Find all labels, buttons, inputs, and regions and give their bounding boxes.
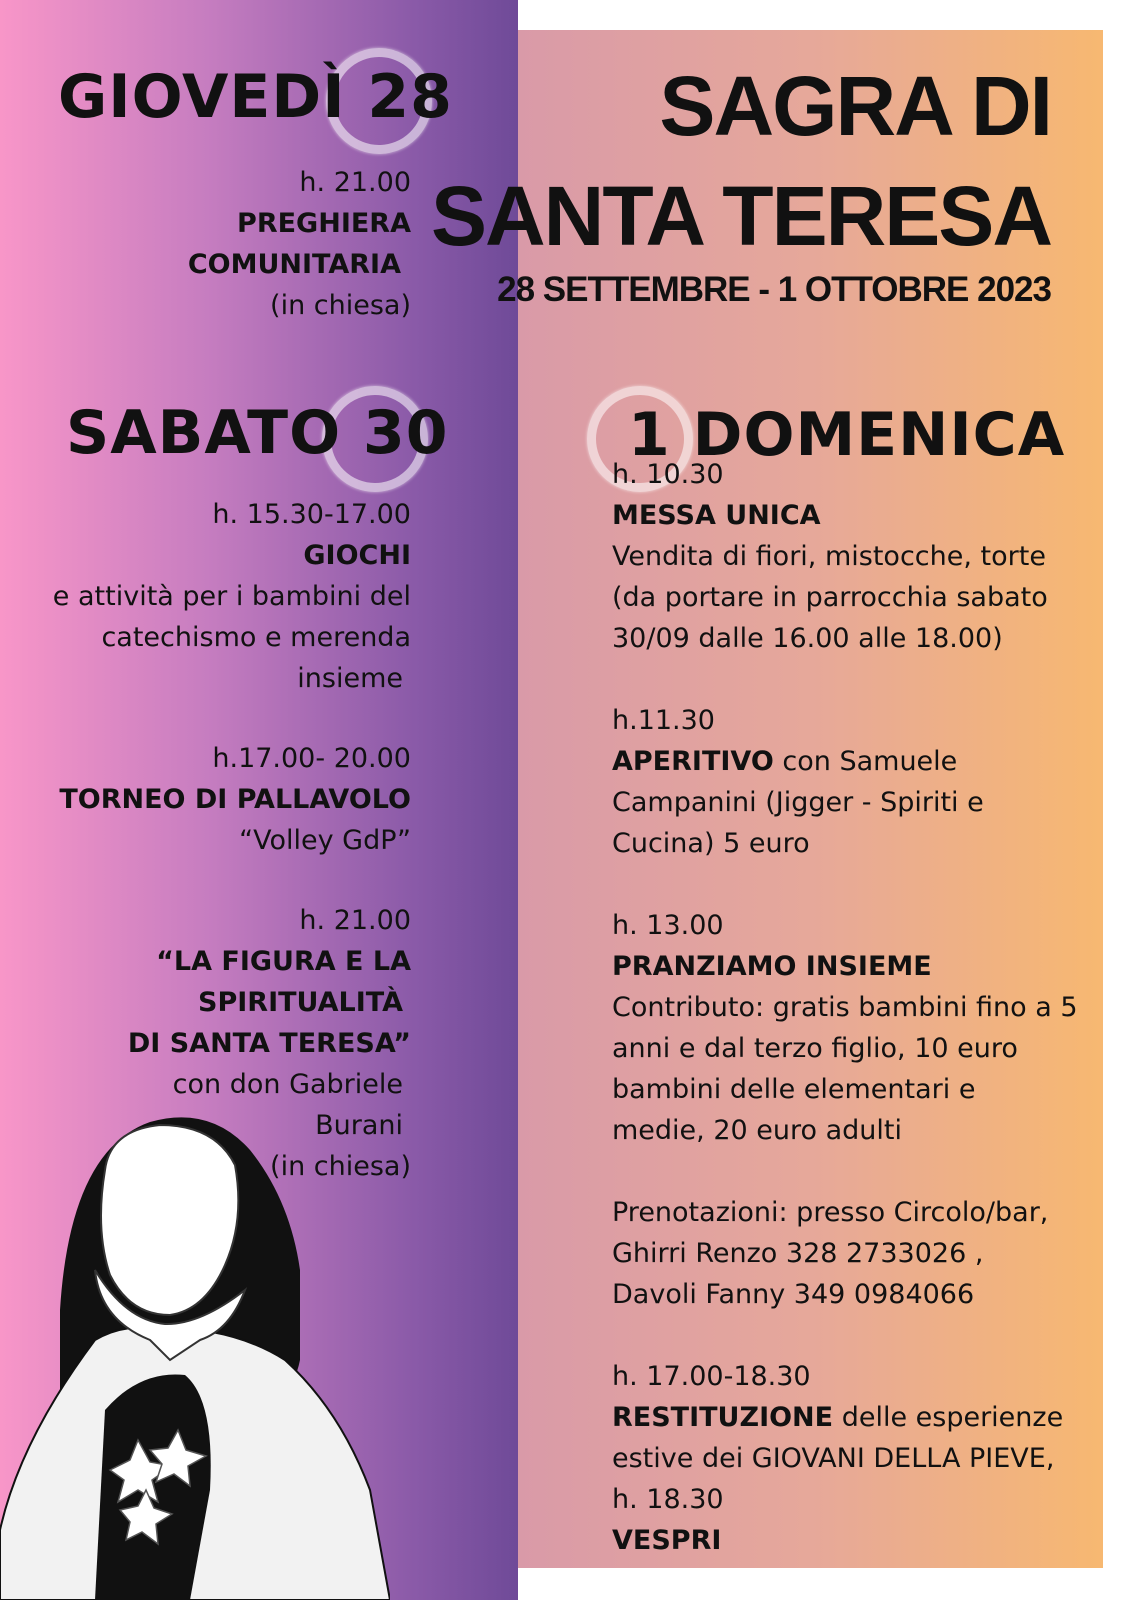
sunday-label: DOMENICA — [692, 400, 1066, 470]
sunday-e4-desc: estive dei GIOVANI DELLA PIEVE, — [612, 1443, 1055, 1474]
saturday-e1-desc-1: e attività per i bambini del — [52, 581, 411, 612]
sunday-booking-1: Prenotazioni: presso Circolo/bar, — [612, 1197, 1049, 1228]
sunday-e4-rest: delle esperienze — [833, 1402, 1064, 1433]
sunday-e1-desc-1: Vendita di fiori, mistocche, torte — [612, 541, 1046, 572]
title-dates: 28 SETTEMBRE - 1 OTTOBRE 2023 — [497, 270, 1051, 309]
sunday-booking-3: Davoli Fanny 349 0984066 — [612, 1279, 975, 1310]
thursday-event-line2: COMUNITARIA — [187, 249, 401, 280]
sunday-e2-desc-2: Cucina) 5 euro — [612, 828, 810, 859]
sunday-e3-desc-2: anni e dal terzo figlio, 10 euro — [612, 1033, 1018, 1064]
sunday-e4-title: RESTITUZIONE — [612, 1402, 834, 1433]
sunday-e4-time: h. 17.00-18.30 — [612, 1361, 811, 1392]
saturday-e3-title-1: “LA FIGURA E LA — [156, 946, 411, 977]
saturday-e3-time: h. 21.00 — [299, 905, 411, 936]
sunday-e3-desc-4: medie, 20 euro adulti — [612, 1115, 902, 1146]
saturday-number: 30 — [362, 398, 449, 468]
thursday-time: h. 21.00 — [299, 167, 411, 198]
thursday-place: (in chiesa) — [270, 290, 411, 321]
saturday-e1-time: h. 15.30-17.00 — [212, 499, 411, 530]
thursday-label: GIOVEDÌ — [58, 62, 346, 132]
sunday-e3-time: h. 13.00 — [612, 910, 724, 941]
saint-teresa-illustration — [0, 1110, 390, 1600]
sunday-e2-desc-1: Campanini (Jigger - Spiriti e — [612, 787, 984, 818]
title-line1: SAGRA DI — [659, 59, 1051, 153]
saturday-e2-sub: “Volley GdP” — [239, 825, 411, 856]
sunday-events — [612, 454, 1092, 1561]
sunday-e1-title: MESSA UNICA — [612, 500, 821, 531]
thursday-event-line1: PREGHIERA — [237, 208, 411, 239]
saturday-e1-title: GIOCHI — [303, 540, 411, 571]
sunday-booking-2: Ghirri Renzo 328 2733026 , — [612, 1238, 984, 1269]
saturday-e3-desc-3: (in chiesa) — [270, 1151, 411, 1182]
saturday-e3-title-2: SPIRITUALITÀ — [198, 987, 403, 1018]
sunday-e3-title: PRANZIAMO INSIEME — [612, 951, 932, 982]
sunday-e2-title-line — [612, 741, 1092, 782]
sunday-e1-time: h. 10.30 — [612, 459, 724, 490]
sunday-e3-desc-1: Contributo: gratis bambini fino a 5 — [612, 992, 1078, 1023]
sunday-e1-desc-3: 30/09 dalle 16.00 alle 18.00) — [612, 623, 1003, 654]
saturday-e3-title-3: DI SANTA TERESA” — [127, 1028, 411, 1059]
sunday-e2-title: APERITIVO — [612, 746, 774, 777]
title-line2: SANTA TERESA — [430, 169, 1051, 263]
saturday-e2-title: TORNEO DI PALLAVOLO — [59, 784, 411, 815]
saturday-e1-desc-2: catechismo e merenda — [101, 622, 411, 653]
saturday-heading — [66, 398, 448, 468]
saturday-e3-desc-2: Burani — [315, 1110, 403, 1141]
sunday-e2-time: h.11.30 — [612, 705, 715, 736]
sunday-e2-rest: con Samuele — [773, 746, 958, 777]
thursday-number: 28 — [367, 62, 453, 132]
saturday-e2-time: h.17.00- 20.00 — [212, 743, 411, 774]
sunday-number: 1 — [628, 400, 671, 470]
saturday-e1-desc-3: insieme — [297, 663, 403, 694]
saturday-e3-desc-1: con don Gabriele — [172, 1069, 403, 1100]
sunday-e5-time: h. 18.30 — [612, 1484, 724, 1515]
thursday-events — [0, 162, 411, 326]
sunday-e4-title-line — [612, 1397, 1092, 1438]
saturday-label: SABATO — [66, 398, 342, 468]
thursday-heading — [58, 62, 453, 132]
sunday-e1-desc-2: (da portare in parrocchia sabato — [612, 582, 1048, 613]
sunday-e3-desc-3: bambini delle elementari e — [612, 1074, 976, 1105]
sunday-e5-title: VESPRI — [612, 1525, 722, 1556]
saturday-events — [0, 494, 411, 1187]
